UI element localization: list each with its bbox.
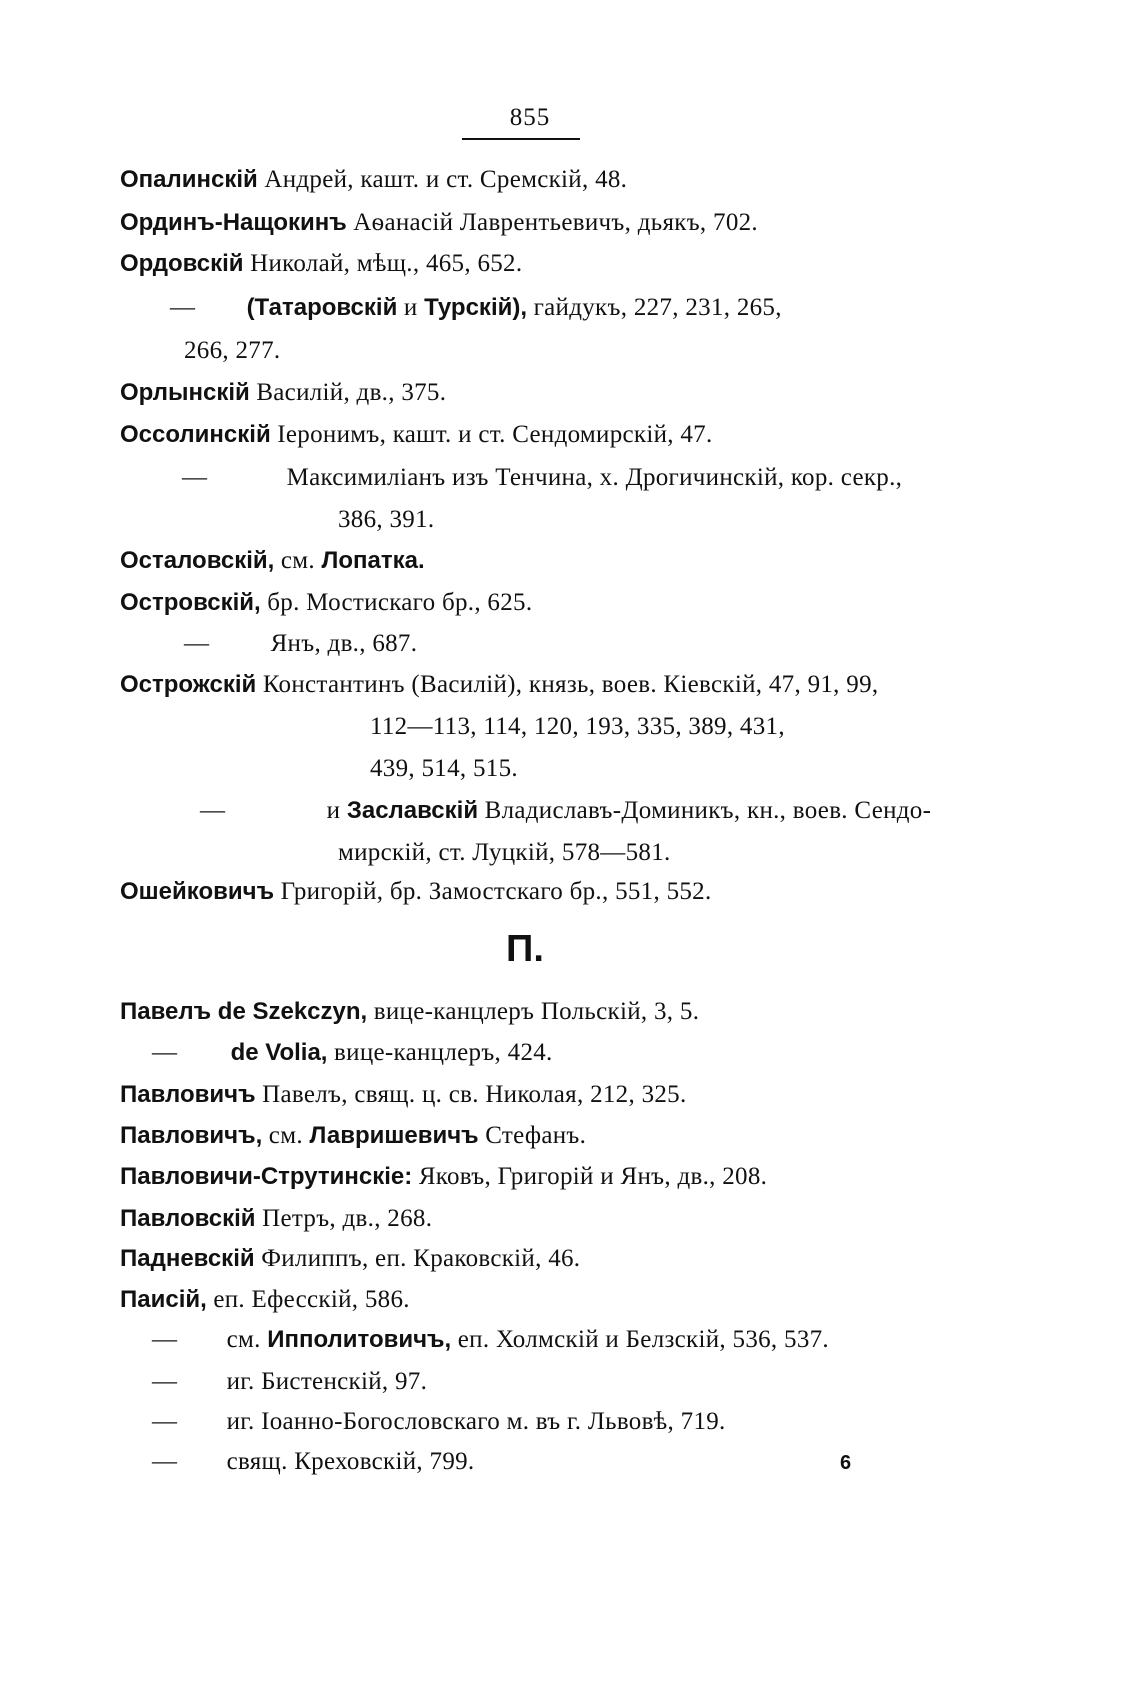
entry-crossref: см. — [226, 1326, 261, 1353]
entry-name: Павелъ de Szekczyn, — [120, 998, 368, 1025]
entry-text: 266, 277. — [184, 337, 281, 364]
ditto-dash: — — [184, 630, 210, 657]
index-entry — [170, 292, 782, 324]
index-entry — [182, 462, 902, 494]
ditto-dash: — — [152, 1326, 178, 1353]
entry-text: Григорій, бр. Замостскаго бр., 551, 552. — [280, 878, 712, 905]
entry-text: Николай, мѣщ., 465, 652. — [250, 250, 523, 277]
entry-text: еп. Холмскій и Белзскій, 536, 537. — [457, 1326, 829, 1353]
entry-text: Янъ, дв., 687. — [270, 630, 418, 657]
entry-title: свящ. — [226, 1448, 288, 1475]
index-entry — [152, 1446, 474, 1478]
page-number-rule — [462, 138, 580, 140]
entry-name: Павловичъ, — [120, 1122, 263, 1149]
index-entry — [120, 1284, 410, 1316]
section-heading: П. — [506, 928, 544, 970]
index-entry — [152, 1037, 553, 1069]
entry-name: Ипполитовичъ, — [267, 1326, 452, 1353]
entry-name: Павловичи-Струтинскіе: — [120, 1163, 413, 1190]
entry-text: 386, 391. — [338, 506, 435, 533]
entry-name: Оссолинскій — [120, 421, 271, 448]
index-entry — [200, 795, 931, 827]
entry-conjunction: и — [403, 294, 418, 321]
entry-crossref: см. — [268, 1122, 303, 1149]
entry-text: Андрей, кашт. и ст. Сремскій, 48. — [264, 166, 628, 193]
index-entry — [120, 1120, 586, 1152]
index-entry — [120, 1203, 432, 1235]
entry-conjunction: и — [326, 797, 341, 824]
entry-name: Ординъ-Нащокинъ — [120, 209, 347, 236]
entry-continuation — [338, 837, 671, 869]
entry-text: бр. Мостискаго бр., 625. — [267, 589, 533, 616]
ditto-dash: — — [170, 294, 196, 321]
index-entry — [152, 1324, 829, 1356]
entry-text: Филиппъ, еп. Краковскій, 46. — [261, 1245, 581, 1272]
index-entry — [120, 419, 713, 451]
entry-text: гайдукъ, 227, 231, 265, — [533, 294, 782, 321]
entry-name: Павловичъ — [120, 1081, 256, 1108]
entry-name: de Volia, — [230, 1039, 328, 1066]
entry-title: иг. — [226, 1368, 255, 1395]
entry-text: еп. Ефесскій, 586. — [213, 1286, 410, 1313]
entry-text: Бистенскій, 97. — [261, 1368, 428, 1395]
entry-name-secondary: Лопатка. — [321, 547, 425, 574]
index-entry — [184, 628, 417, 660]
entry-text: Аѳанасій Лаврентьевичъ, дьякъ, 702. — [353, 209, 758, 236]
entry-name: Опалинскій — [120, 166, 258, 193]
entry-text: Іеронимъ, кашт. и ст. Сендомирскій, 47. — [277, 421, 713, 448]
entry-name: (Татаровскій — [246, 294, 398, 321]
ditto-dash: — — [152, 1368, 178, 1395]
index-entry — [152, 1406, 726, 1438]
entry-continuation — [338, 504, 434, 536]
entry-text: Максимиліанъ изъ Тенчина, х. Дрогичинскій, кор. секр., — [286, 464, 903, 491]
entry-text: Стефанъ. — [485, 1122, 587, 1149]
entry-text: 439, 514, 515. — [370, 755, 518, 782]
index-entry — [120, 1079, 687, 1111]
entry-text: 112—113, 114, 120, 193, 335, 389, 431, — [370, 713, 785, 740]
index-entry — [120, 876, 712, 908]
entry-name: Паисій, — [120, 1286, 207, 1313]
entry-text: мирскій, ст. Луцкій, 578—581. — [338, 839, 671, 866]
entry-text: Василій, дв., 375. — [256, 379, 447, 406]
index-entry — [120, 377, 446, 409]
entry-name: Заславскій — [346, 797, 479, 824]
entry-name: Ордовскій — [120, 250, 244, 277]
entry-text: Павелъ, свящ. ц. св. Николая, 212, 325. — [262, 1081, 687, 1108]
ditto-dash: — — [200, 797, 226, 824]
ditto-dash: — — [152, 1039, 178, 1066]
entry-continuation — [370, 711, 785, 743]
index-entry — [120, 248, 522, 280]
entry-text: Владиславъ-Доминикъ, кн., воев. Сендо- — [484, 797, 932, 824]
entry-name: Осталовскій, — [120, 547, 275, 574]
index-entry — [120, 207, 758, 239]
entry-name: Островскій, — [120, 589, 261, 616]
entry-text: вице-канцлеръ Польскій, 3, 5. — [373, 998, 700, 1025]
entry-text: Петръ, дв., 268. — [262, 1205, 433, 1232]
entry-name: Падневскій — [120, 1245, 255, 1272]
index-entry — [120, 1161, 767, 1193]
entry-text: Іоанно-Богословскаго м. въ г. Львовѣ, 719. — [261, 1408, 726, 1435]
index-entry — [120, 587, 532, 619]
ditto-dash: — — [152, 1448, 178, 1475]
ditto-dash: — — [182, 464, 208, 491]
entry-name-secondary: Турскій), — [424, 294, 528, 321]
signature-mark: 6 — [840, 1452, 852, 1474]
entry-name: Павловскій — [120, 1205, 256, 1232]
entry-name: Острожскій — [120, 671, 257, 698]
entry-continuation — [370, 753, 518, 785]
entry-text: Креховскій, 799. — [294, 1448, 475, 1475]
entry-text: Яковъ, Григорій и Янъ, дв., 208. — [418, 1163, 768, 1190]
page-number: 855 — [509, 104, 551, 131]
index-entry — [120, 1243, 580, 1275]
entry-name: Ошейковичъ — [120, 878, 275, 905]
ditto-dash: — — [152, 1408, 178, 1435]
index-entry — [120, 164, 627, 196]
entry-name: Орлынскій — [120, 379, 250, 406]
index-entry — [152, 1366, 427, 1398]
entry-text: вице-канцлеръ, 424. — [334, 1039, 553, 1066]
entry-title: иг. — [226, 1408, 255, 1435]
entry-continuation — [184, 335, 280, 367]
index-entry — [120, 996, 699, 1028]
entry-name-secondary: Лавришевичъ — [309, 1122, 479, 1149]
index-entry — [120, 545, 425, 577]
index-entry — [120, 669, 878, 701]
entry-text: Константинъ (Василій), князь, воев. Кіевскій, 47, 91, 99, — [262, 671, 879, 698]
entry-crossref: см. — [280, 547, 315, 574]
